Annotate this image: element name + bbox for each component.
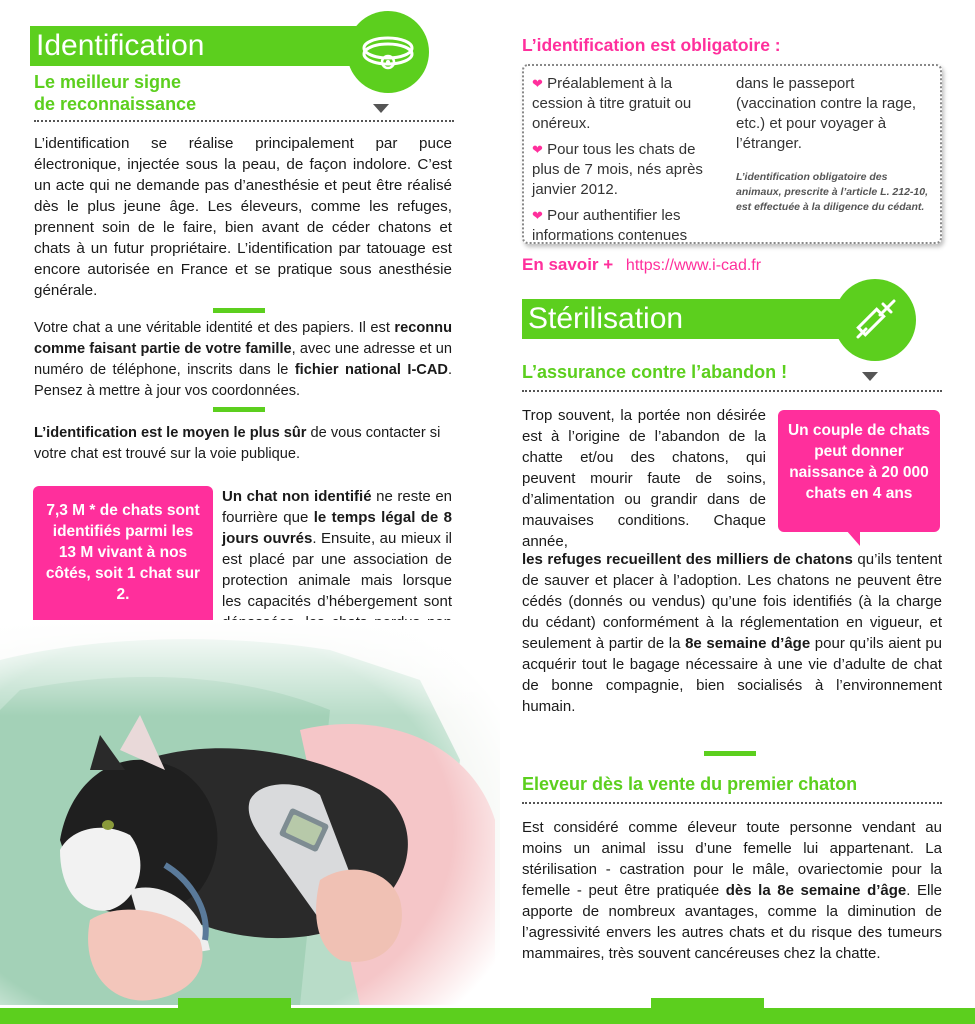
green-separator bbox=[213, 308, 265, 313]
collar-icon bbox=[360, 32, 416, 72]
divider bbox=[522, 390, 942, 392]
eleveur-title: Eleveur dès la vente du premier chaton bbox=[522, 774, 858, 794]
heart-bullet-icon: ❤ bbox=[532, 142, 543, 157]
bottom-bar bbox=[0, 1008, 975, 1024]
obligatoire-box bbox=[522, 64, 942, 244]
identification-paragraph-3: L’identification est le moyen le plus sûr de vous contacter si votre chat est trouvé sur la voie publique. bbox=[34, 425, 441, 462]
bullet-item: ❤ Pour tous les chats de plus de 7 mois, nés après janvier 2012. bbox=[532, 141, 703, 198]
identification-subtitle: Le meilleur signe de reconnaissance bbox=[34, 72, 197, 114]
green-separator bbox=[213, 407, 265, 412]
learn-more-label: En savoir + bbox=[522, 255, 614, 274]
syringe-icon bbox=[850, 295, 900, 345]
heart-bullet-icon: ❤ bbox=[532, 76, 543, 91]
sterilisation-title: Stérilisation bbox=[528, 302, 684, 335]
bullet-item: ❤ Pour authentifier les informations contenues bbox=[532, 207, 688, 244]
eleveur-paragraph: Est considéré comme éleveur toute personne vendant au moins un animal issu d’une femelle lui appartenant. La stérilisation - castration pour le mâle, ovariectomie pour la femelle - peut être pratiquée dès la 8e semaine d’âge. Elle apporte de nombreux avantages, comme la diminution de l’agressivité envers les autres chats et du risque des tumeurs mammaires, très souvent cancéreuses chez la chatte. bbox=[522, 819, 942, 962]
sterilisation-icon-circle bbox=[834, 279, 916, 361]
heart-bullet-icon: ❤ bbox=[532, 208, 543, 223]
green-separator bbox=[704, 751, 756, 756]
divider bbox=[522, 802, 942, 804]
identification-icon-circle bbox=[347, 11, 429, 93]
divider bbox=[34, 120, 454, 122]
sterilisation-paragraph-1b: les refuges recueillent des milliers de chatons qu’ils tentent de sauver et placer à l’adoption. Les chatons ne peuvent être cédés (donnés ou vendus) qu’une fois identifiés (à la charge du cédant) conformément à la réglementation en vigueur, et seulement à partir de la 8e semaine d’âge pour qu’ils aient pu acquérir tout le bagage nécessaire à une vie d’adulte de chat de bonne compagnie, bien socialisés à l’environnement humain. bbox=[522, 551, 943, 715]
identification-title-bar bbox=[30, 26, 390, 66]
identification-paragraph-4: Un chat non identifié ne reste en fourrière que le temps légal de 8 jours ouvrés. Ensuite, au mieux il est placé par une association de protection animale mais lorsque les capacités d’hébergement sont bbox=[222, 488, 453, 610]
obligatoire-right-col: dans le passeport (vaccination contre la rage, etc.) et pour voyager à l’étranger. L’identification obligatoire des animaux, prescrite à l’article L. 212-10, est effectuée à la diligence du cédant. bbox=[736, 74, 932, 215]
stat-callout: 7,3 M * de chats sont identifiés parmi les 13 M vivant à nos côtés, soit 1 chat sur 2. bbox=[33, 486, 213, 626]
identification-paragraph-2: Votre chat a une véritable identité et des papiers. Il est reconnu comme faisant partie de votre famille, avec une adresse et un numéro de téléphone, inscrits dans le fichier national I-CAD. Pensez à mettre à jour vos coordonnées. bbox=[34, 320, 452, 399]
section-arrow bbox=[862, 372, 878, 381]
sterilisation-subtitle: L’assurance contre l’abandon ! bbox=[522, 362, 788, 382]
obligatoire-left-col bbox=[532, 74, 722, 246]
cat-scan-photo bbox=[0, 620, 500, 1005]
birth-stat-callout: Un couple de chats peut donner naissance à 20 000 chats en 4 ans bbox=[778, 410, 940, 532]
identification-title: Identification bbox=[36, 29, 205, 62]
identification-paragraph-1: L’identification se réalise principalement par puce électronique, injectée sous la peau, de façon indolore. C’est un acte qui ne demande pas d’anesthésie et peut être réalisé dès le plus jeune âge. Les éleveurs, comme les refuges, prennent soin de le faire, bien avant de céder chatons et chats à un futur propriétaire. L’identification par tatouage est encore autorisée en France et se pratique sous anesthésie générale. bbox=[34, 135, 452, 299]
icad-link[interactable]: https://www.i-cad.fr bbox=[625, 257, 762, 274]
learn-more bbox=[522, 255, 761, 275]
section-arrow bbox=[373, 104, 389, 113]
sterilisation-paragraph-1: Trop souvent, la portée non désirée est à l’origine de l’abandon de la chatte et/ou des chatons, qui peuvent mourir faute de soins, d’alimentation ou grandir dans de mauvaises conditions. Chaque année, bbox=[522, 407, 766, 550]
legal-note: L’identification obligatoire des animaux, prescrite à l’article L. 212-10, est effectuée à la diligence du cédant. bbox=[736, 171, 929, 213]
callout-pointer bbox=[846, 530, 860, 546]
obligatoire-title: L’identification est obligatoire : bbox=[522, 35, 781, 55]
bullet-item: ❤ Préalablement à la cession à titre gratuit ou onéreux. bbox=[532, 75, 692, 132]
